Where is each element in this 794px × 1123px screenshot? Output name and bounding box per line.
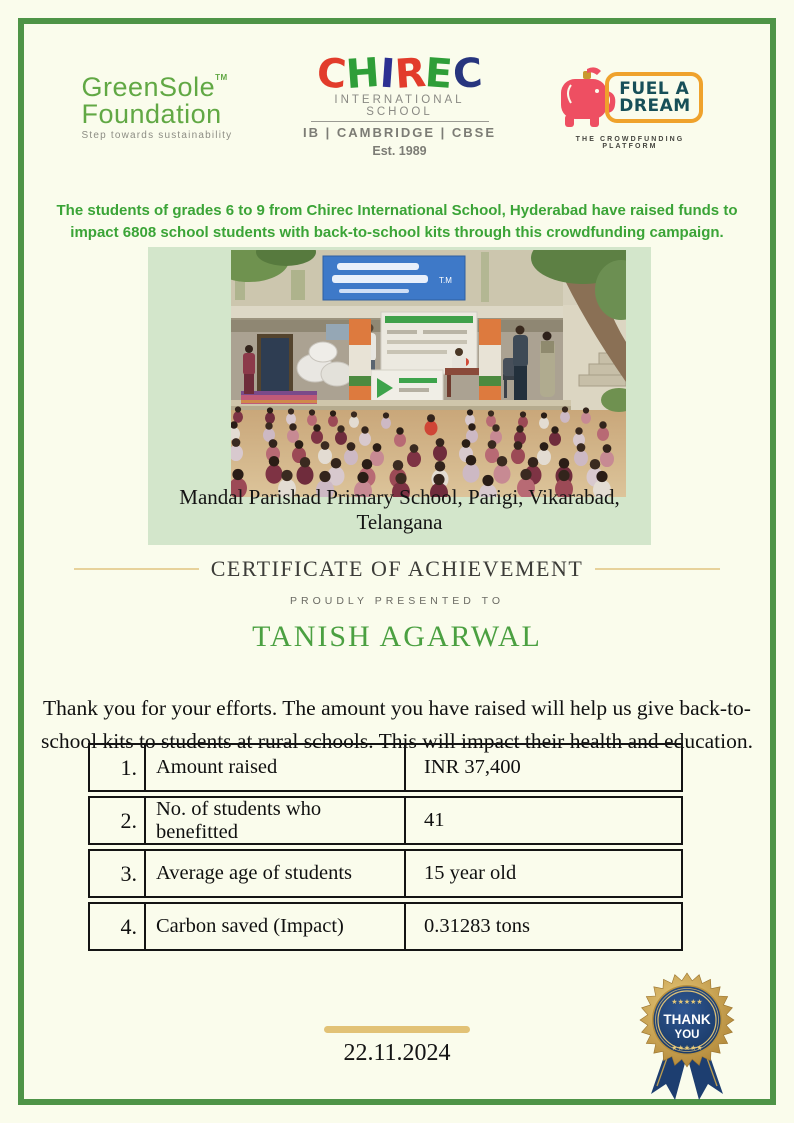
badge-stars-bottom: ★★★★★ xyxy=(671,1045,703,1052)
row-label: Average age of students xyxy=(146,851,406,896)
badge-text-line1: THANK xyxy=(663,1012,711,1027)
thank-you-badge xyxy=(635,968,739,1104)
row-label: Carbon saved (Impact) xyxy=(146,904,406,949)
table-row xyxy=(88,902,683,951)
chirec-boards: IB | CAMBRIDGE | CBSE xyxy=(302,125,496,140)
row-label: Amount raised xyxy=(146,745,406,790)
heading-rule-right xyxy=(595,568,720,570)
fuel-a-dream-logo xyxy=(548,65,713,150)
chirec-established: Est. 1989 xyxy=(372,144,427,158)
greensole-logo xyxy=(81,71,252,141)
row-number: 2. xyxy=(90,798,146,843)
fuel-a-dream-wordmark xyxy=(605,72,702,122)
row-label: No. of students who benefitted xyxy=(146,798,406,843)
certificate-heading-row xyxy=(0,556,794,582)
photo-panel xyxy=(148,247,651,545)
table-row xyxy=(88,796,683,845)
date-text: 22.11.2024 xyxy=(343,1040,451,1066)
date-rule xyxy=(324,1026,470,1033)
badge-stars-top: ★★★★★ xyxy=(671,999,703,1006)
badge-text-line2: YOU xyxy=(674,1029,700,1041)
row-number: 1. xyxy=(90,745,146,790)
chirec-logo xyxy=(300,49,500,158)
row-value: 41 xyxy=(424,809,445,831)
photo-caption: Mandal Parishad Primary School, Parigi, Vikarabad, Telangana xyxy=(179,485,620,534)
message-text: Thank you for your efforts. The amount you have raised will help us give back-to-school kits to students at rural schools. This will impact their health and education. xyxy=(41,695,753,753)
impact-table xyxy=(88,743,683,955)
certificate-heading: CERTIFICATE OF ACHIEVEMENT xyxy=(210,556,584,581)
greensole-tagline: Step towards sustainability xyxy=(81,129,233,141)
fuel-name-line2: DREAM xyxy=(619,95,691,116)
fuel-name-line1: FUEL A xyxy=(619,79,690,100)
header-logos xyxy=(0,49,794,158)
greensole-name-line1: GreenSole™ xyxy=(81,71,228,102)
school-photo-illustration xyxy=(231,250,626,497)
svg-text:T.M: T.M xyxy=(439,276,452,285)
presented-label: PROUDLY PRESENTED TO xyxy=(289,595,504,607)
chirec-subtitle: INTERNATIONAL SCHOOL xyxy=(334,94,465,118)
table-row xyxy=(88,743,683,792)
chirec-divider xyxy=(311,121,489,122)
row-value: INR 37,400 xyxy=(424,756,521,778)
heading-rule-left xyxy=(74,568,199,570)
school-sign xyxy=(323,256,465,300)
fuel-a-dream-tagline: THE CROWDFUNDING PLATFORM xyxy=(575,135,685,150)
trademark-mark: TM xyxy=(215,72,228,82)
row-number: 4. xyxy=(90,904,146,949)
table-row xyxy=(88,849,683,898)
row-value: 15 year old xyxy=(424,862,517,884)
greensole-name-line2: Foundation xyxy=(81,98,222,129)
recipient-name: TANISH AGARWAL xyxy=(252,620,542,653)
chirec-wordmark: CHIREC xyxy=(315,49,484,99)
row-number: 3. xyxy=(90,851,146,896)
intro-text: The students of grades 6 to 9 from Chirec International School, Hyderabad have raised funds to impact 6808 school students with back-to-school kits through this crowdfunding campaign. xyxy=(56,202,738,241)
row-value: 0.31283 tons xyxy=(424,915,530,937)
